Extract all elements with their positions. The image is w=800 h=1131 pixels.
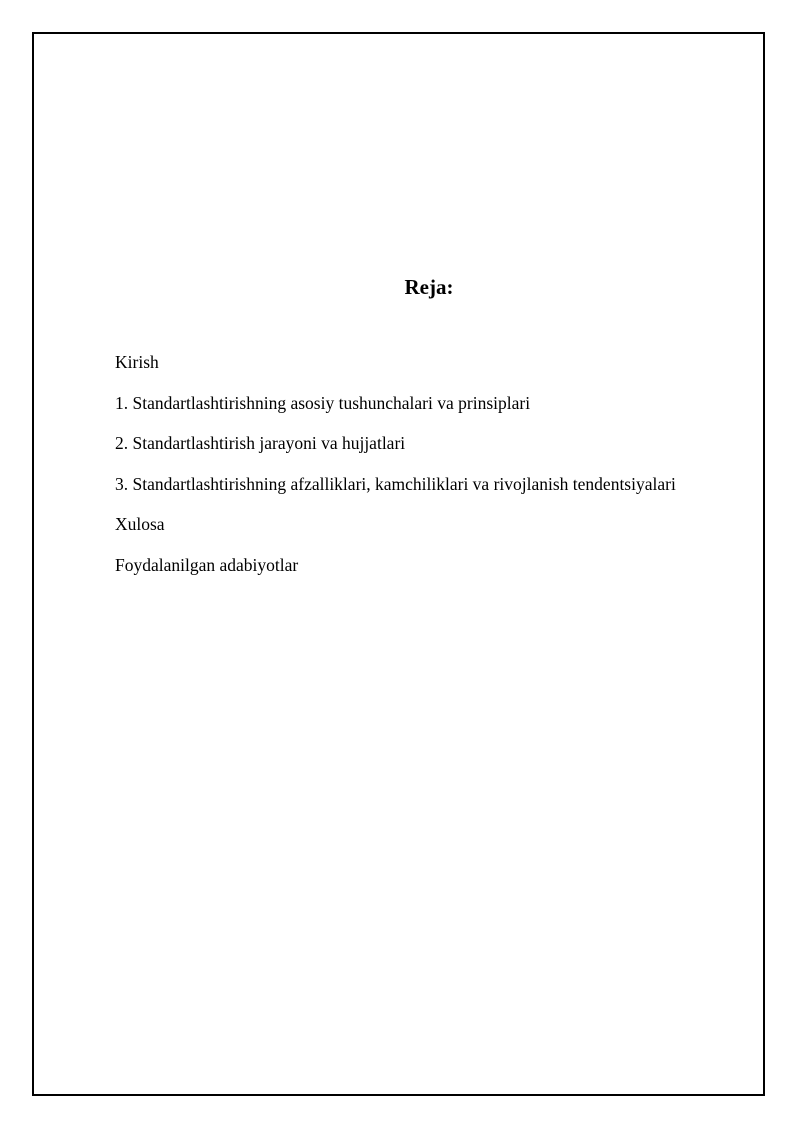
page-title: Reja: [404, 275, 454, 299]
table-of-contents [115, 350, 676, 593]
toc-item-chapter-3: 3. Standartlashtirishning afzalliklari, kamchiliklari va rivojlanish tendentsiyalari [115, 473, 676, 494]
toc-item-chapter-1: 1. Standartlashtirishning asosiy tushunchalari va prinsiplari [115, 392, 531, 413]
toc-item-references: Foydalanilgan adabiyotlar [115, 554, 299, 575]
toc-item-chapter-2: 2. Standartlashtirish jarayoni va hujjatlari [115, 433, 406, 453]
toc-item-introduction: Kirish [115, 352, 159, 372]
toc-item-conclusion: Xulosa [115, 514, 165, 534]
